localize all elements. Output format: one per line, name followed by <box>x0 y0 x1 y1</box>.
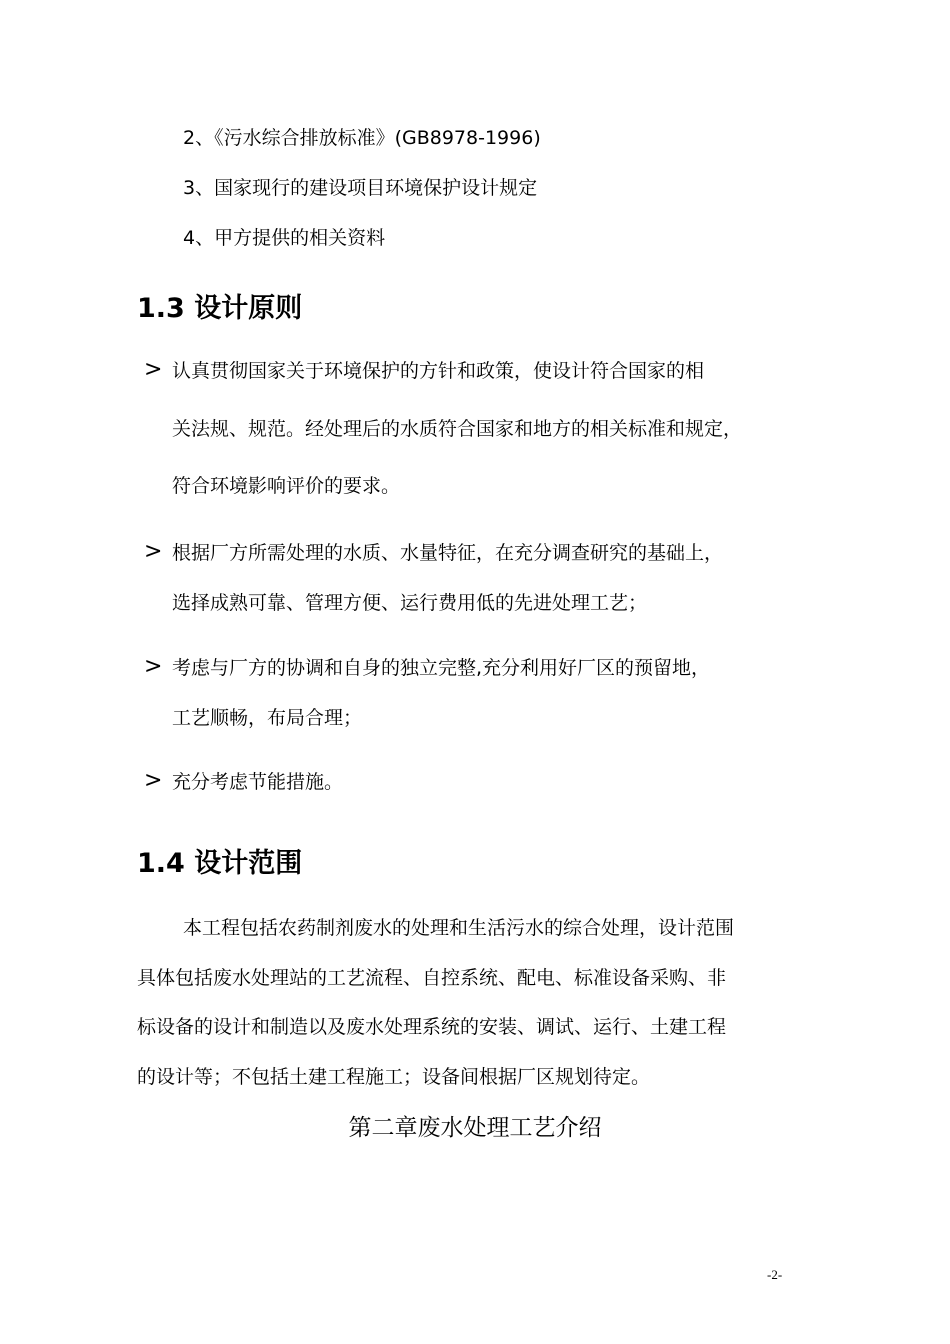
bullet-text-line: 符合环境影响评价的要求。 <box>172 475 401 497</box>
bullet-text-line: 充分考虑节能措施。 <box>172 771 344 793</box>
bullet-arrow-icon: > <box>144 654 163 679</box>
bullet-text-line: 考虑与厂方的协调和自身的独立完整,充分利用好厂区的预留地， <box>172 657 711 679</box>
bullet-arrow-icon: > <box>144 768 163 793</box>
paragraph-line: 标设备的设计和制造以及废水处理系统的安装、调试、运行、土建工程 <box>137 1016 727 1038</box>
bullet-arrow-icon: > <box>144 539 163 564</box>
page-number: -2- <box>767 1267 783 1282</box>
reference-item: 2、《污水综合排放标准》(GB8978-1996) <box>183 127 541 149</box>
bullet-text-line: 工艺顺畅，布局合理； <box>172 707 363 729</box>
chapter-title: 第二章废水处理工艺介绍 <box>348 1115 602 1141</box>
paragraph-line: 的设计等；不包括土建工程施工；设备间根据厂区规划待定。 <box>137 1066 651 1088</box>
bullet-arrow-icon: > <box>144 357 163 382</box>
reference-item: 3、国家现行的建设项目环境保护设计规定 <box>183 177 538 199</box>
bullet-text-line: 关法规、规范。经处理后的水质符合国家和地方的相关标准和规定， <box>172 418 743 440</box>
paragraph-line: 具体包括废水处理站的工艺流程、自控系统、配电、标准设备采购、非 <box>137 967 727 989</box>
bullet-text-line: 选择成熟可靠、管理方便、运行费用低的先进处理工艺； <box>172 592 648 614</box>
section-heading-1-4: 1.4 设计范围 <box>137 848 303 879</box>
bullet-text-line: 认真贯彻国家关于环境保护的方针和政策，使设计符合国家的相 <box>172 360 705 382</box>
paragraph-line: 本工程包括农药制剂废水的处理和生活污水的综合处理，设计范围 <box>183 917 735 939</box>
bullet-text-line: 根据厂方所需处理的水质、水量特征，在充分调查研究的基础上， <box>172 542 724 564</box>
section-heading-1-3: 1.3 设计原则 <box>137 293 303 324</box>
reference-item: 4、甲方提供的相关资料 <box>183 227 386 249</box>
